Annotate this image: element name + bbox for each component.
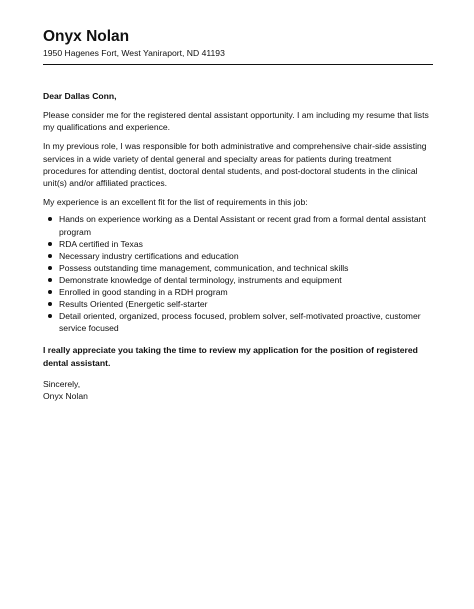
salutation: Dear Dallas Conn, [43, 91, 117, 101]
list-item: Possess outstanding time management, communication, and technical skills [59, 262, 433, 274]
list-item: Necessary industry certifications and education [59, 250, 433, 262]
intro-paragraph: Please consider me for the registered dental assistant opportunity. I am including my resume that lists my qualifications and experience. [43, 110, 429, 133]
applicant-name: Onyx Nolan [43, 28, 130, 45]
header-divider [43, 64, 433, 65]
experience-paragraph: In my previous role, I was responsible for both administrative and comprehensive chair-side assisting services in a wide variety of dental general and specialty areas for patients during treatment procedures for attending dentist, doctoral dental students, and post-doctoral students in the clinical unit(s) and/or affiliated practices. [43, 141, 427, 189]
list-item: Results Oriented (Energetic self-starter [59, 298, 433, 310]
signature-name: Onyx Nolan [43, 390, 88, 401]
requirements-list [43, 213, 433, 334]
applicant-address: 1950 Hagenes Fort, West Yaniraport, ND 41193 [43, 48, 225, 58]
list-item: RDA certified in Texas [59, 238, 433, 250]
list-item: Enrolled in good standing in a RDH program [59, 286, 433, 298]
signoff: Sincerely, [43, 378, 81, 389]
list-item: Detail oriented, organized, process focused, problem solver, self-motivated proactive, customer service focused [59, 310, 433, 334]
list-item: Hands on experience working as a Dental Assistant or recent grad from a formal dental assistant program [59, 213, 433, 237]
closing-statement: I really appreciate you taking the time to review my application for the position of registered dental assistant. [43, 345, 418, 368]
list-item: Demonstrate knowledge of dental terminology, instruments and equipment [59, 274, 433, 286]
requirements-intro: My experience is an excellent fit for the list of requirements in this job: [43, 197, 308, 208]
cover-letter-page [43, 28, 433, 402]
